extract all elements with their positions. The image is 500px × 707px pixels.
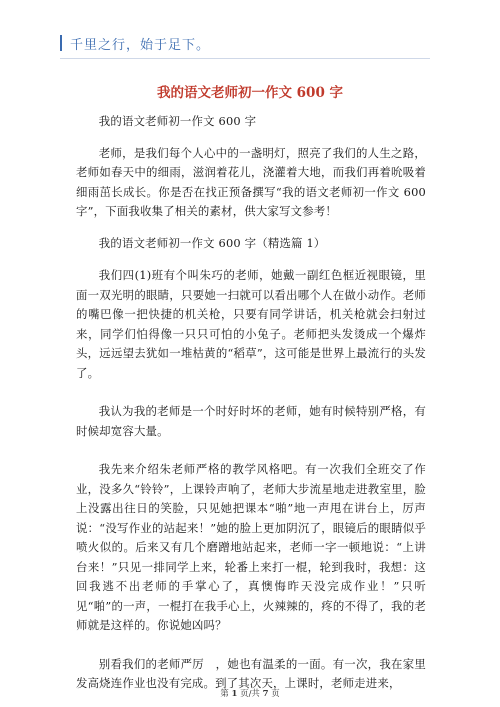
footer-page-total: 7: [262, 689, 269, 699]
subheading-paragraph: 我的语文老师初一作文 600 字: [98, 114, 257, 128]
footer-page-number: 1: [231, 689, 238, 699]
page-footer: [0, 687, 500, 699]
body-paragraph: 别看我们的老师严厉 ，她也有温柔的一面。有一次，我在家里发高烧连作业也没有完成。到了其次天，上课时，老师走进来，: [76, 656, 426, 690]
intro-paragraph: 老师，是我们每个人心中的一盏明灯，照亮了我们的人生之路，老师如春天中的细雨，滋润着花儿，浇灌着大地，而我们再着吮吸着细雨茁长成长。你是否在找正预备撰写“我的语文老师初一作文 600 字”，下面我收集了相关的素材，供大家写文参考！: [76, 145, 426, 218]
page-header: [60, 34, 210, 52]
header-motto: 千里之行，始于足下。: [70, 37, 211, 53]
section-heading: 我的语文老师初一作文 600 字（精选篇 1）: [98, 235, 326, 250]
document-title: 我的语文老师初一作文 600 字: [156, 85, 344, 101]
body-paragraph: 我们四(1)班有个叫朱巧的老师，她戴一副红色框近视眼镜，里面一双光明的眼睛，只要她一扫就可以看出哪个人在做小动作。老师的嘴巴像一把快捷的机关枪，只要有同学讲话，机关枪就会扫射过来，同学们怕得像一只只可怕的小兔子。老师把头发烫成一个爆炸头，远远望去犹如一堆枯黄的“稻草”，这可能是世界上最流行的头发了。: [76, 268, 426, 380]
footer-prefix: 第: [220, 689, 229, 699]
body-paragraph: 我先来介绍朱老师严格的教学风格吧。有一次我们全班交了作业，没多久“铃铃”，上课铃声响了，老师大步流星地走进教室里，脸上没露出往日的笑脸，只见她把课本“啪”地一声甩在讲台上，厉声说：“没写作业的站起来！”她的脸上更加阴沉了，眼镜后的眼睛似乎喷火似的。后来又有几个磨蹭地站起来，老师一字一顿地说：“上讲台来！”只见一排同学上来，轮番上来打一棍，轮到我时，我想：这回我逃不出老师的手掌心了，真懊悔昨天没完成作业！”只听见“啪”的一声，一棍打在我手心上，火辣辣的，疼的不得了，我的老师就是这样的。你说她凶吗？: [76, 462, 426, 632]
header-divider: [60, 58, 430, 59]
footer-middle: 页/共: [240, 689, 260, 699]
footer-suffix: 页: [271, 689, 280, 699]
body-paragraph: 我认为我的老师是一个时好时坏的老师，她有时候特别严格，有时候却宽容大量。: [76, 404, 426, 438]
document-body: [76, 112, 426, 694]
header-accent-bar: [60, 35, 62, 51]
